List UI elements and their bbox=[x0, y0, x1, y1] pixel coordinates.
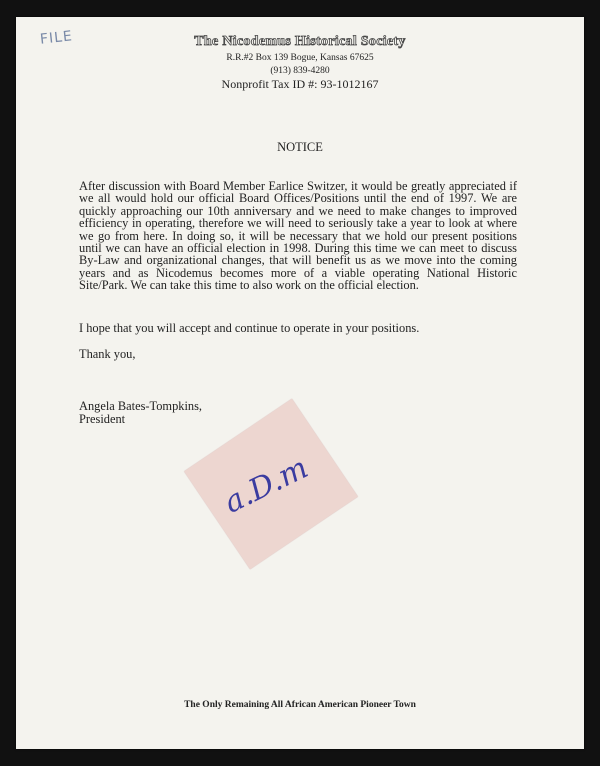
letter-page bbox=[16, 17, 584, 749]
closing-thank-you: Thank you, bbox=[79, 347, 136, 361]
notice-heading: NOTICE bbox=[277, 140, 323, 154]
letterhead-footer-tagline: The Only Remaining All African American Pioneer Town bbox=[184, 700, 416, 710]
body-paragraph-request: I hope that you will accept and continue to operate in your positions. bbox=[79, 321, 420, 335]
body-paragraph-main: After discussion with Board Member Earlice Switzer, it would be greatly appreciated if we all would hold our official Board Offices/Positions until the end of 1997. We are quickly approaching our 10th anniversary and we need to make changes to improved efficiency in operating, therefore we will need to seriously take a year to look at where we go from here. In doing so, it will be necessary that we hold our present positions until we can have an official election in 1998. During this time we can meet to discuss By-Law and organizational changes, that will benefit us as we move into the coming years and as Nicodemus becomes more of a viable operating National Historic Site/Park. We can take this time to also work on the official election. bbox=[79, 179, 517, 293]
letterhead-address: R.R.#2 Box 139 Bogue, Kansas 67625 bbox=[226, 53, 374, 63]
signature-name: Angela Bates-Tompkins, bbox=[79, 399, 203, 413]
letterhead-tax-id: Nonprofit Tax ID #: 93-1012167 bbox=[221, 77, 379, 91]
letterhead-organization: The Nicodemus Historical Society bbox=[194, 34, 406, 49]
letterhead-phone: (913) 839-4280 bbox=[270, 66, 330, 76]
handwritten-file-note: FILE bbox=[39, 28, 74, 48]
signature-title: President bbox=[79, 412, 126, 426]
handwritten-initials: a.D.m bbox=[218, 450, 314, 521]
